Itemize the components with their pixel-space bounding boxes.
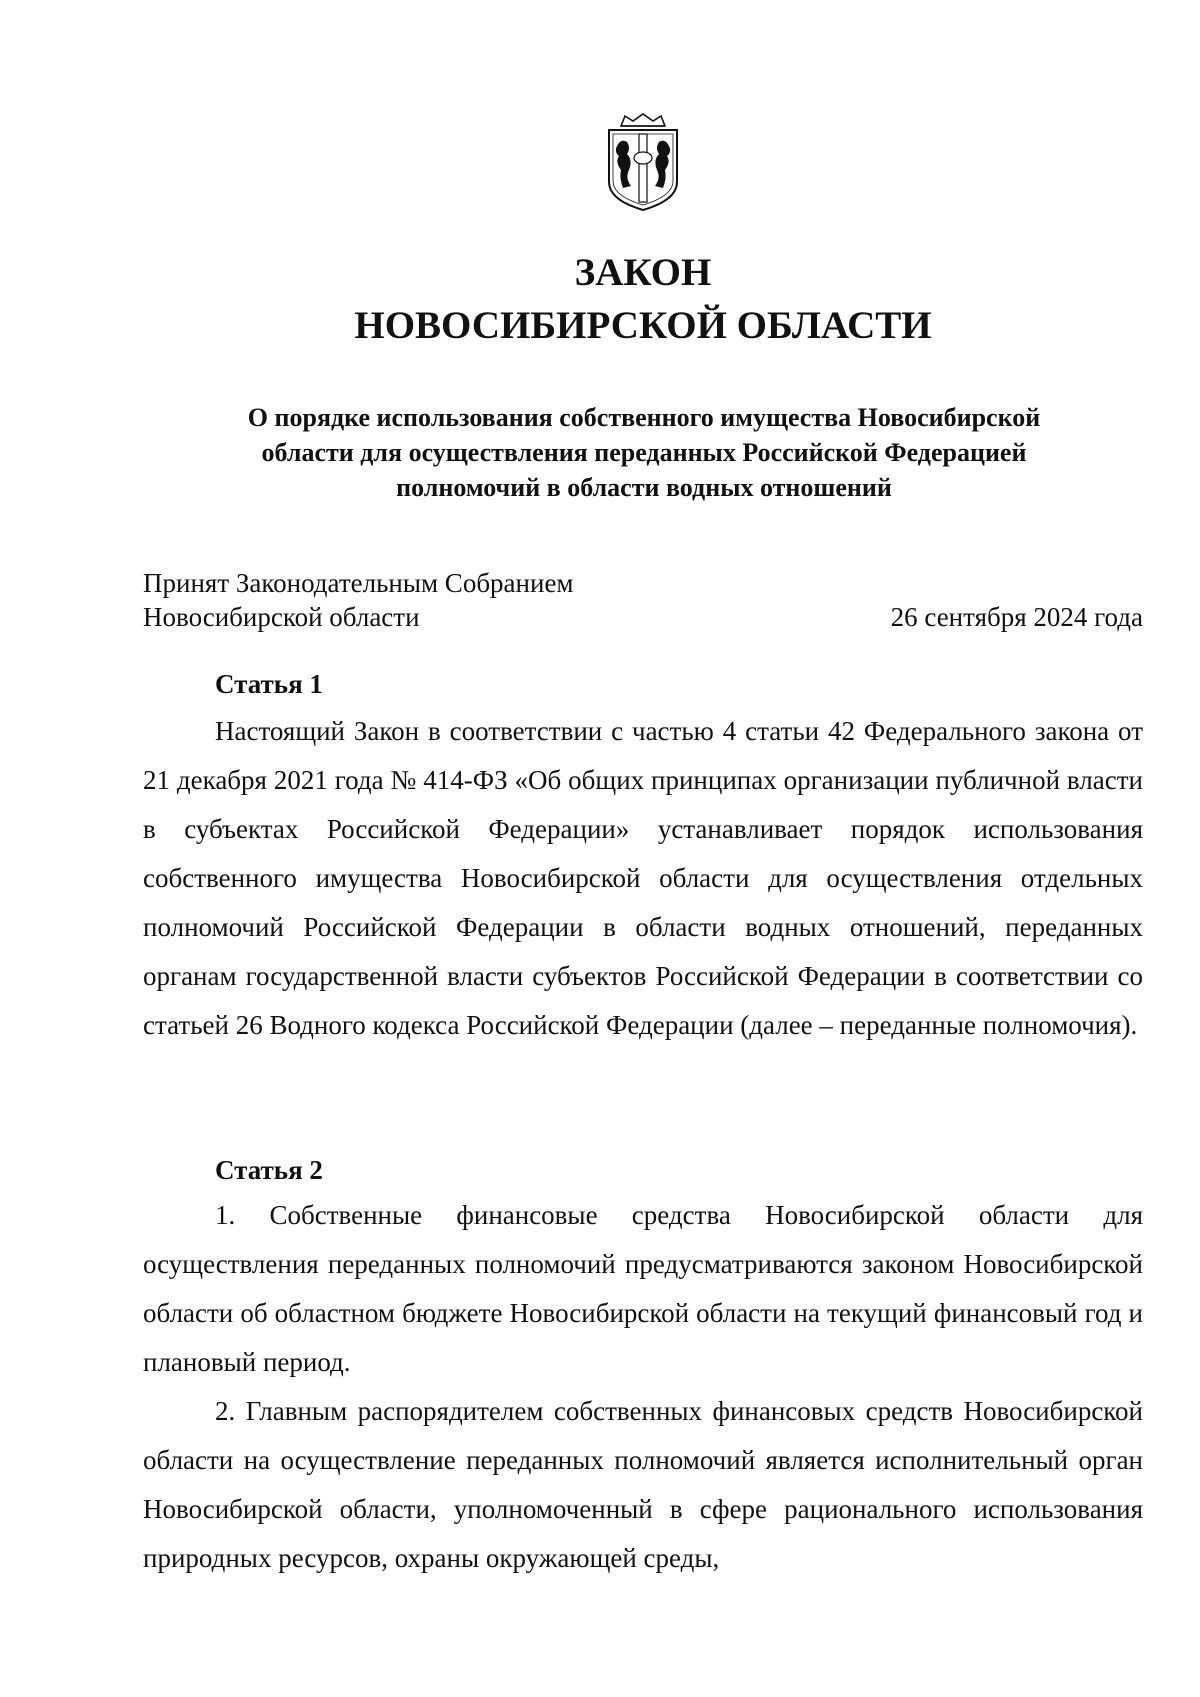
adoption-block [143, 566, 1143, 634]
title-line-1: ЗАКОН [574, 251, 712, 294]
subject-line-1: О порядке использования собственного имущества Новосибирской [247, 403, 1041, 432]
article-title: Статья 1 [215, 669, 323, 699]
article-2 [143, 1153, 1143, 1583]
article-title: Статья 2 [215, 1155, 323, 1185]
law-title [0, 246, 1200, 352]
article-paragraph: 2. Главным распорядителем собственных финансовых средств Новосибирской области на осуществление переданных полномочий является исполнительный орган Новосибирской области, уполномоченный в сфере рационального использования природных ресурсов, охраны окружающей среды, [143, 1396, 1143, 1573]
article-paragraph: 1. Собственные финансовые средства Новосибирской области для осуществления переданных полномочий предусматриваются законом Новосибирской области об областном бюджете Новосибирской области на текущий финансовый год и плановый период. [143, 1200, 1143, 1377]
coat-of-arms-icon [601, 112, 685, 212]
law-subject [200, 400, 1088, 505]
article-1 [143, 667, 1143, 1050]
article-paragraph: Настоящий Закон в соответствии с частью 4 статьи 42 Федерального закона от 21 декабря 2021 года № 414-ФЗ «Об общих принципах организации публичной власти в субъектах Российской Федерации» устанавливает порядок использования собственного имущества Новосибирской области для осуществления отдельных полномочий Российской Федерации в области водных отношений, переданных органам государственной власти субъектов Российской Федерации в соответствии со статьей 26 Водного кодекса Российской Федерации (далее – переданные полномочия). [143, 716, 1143, 1040]
adoption-line-2: Новосибирской области [143, 602, 420, 632]
subject-line-2: области для осуществления переданных Российской Федерацией [261, 438, 1027, 467]
adoption-date: 26 сентября 2024 года [890, 602, 1143, 632]
subject-line-3: полномочий в области водных отношений [396, 473, 892, 502]
adoption-line-1: Принят Законодательным Собранием [143, 568, 574, 598]
title-line-2: НОВОСИБИРСКОЙ ОБЛАСТИ [354, 304, 932, 347]
